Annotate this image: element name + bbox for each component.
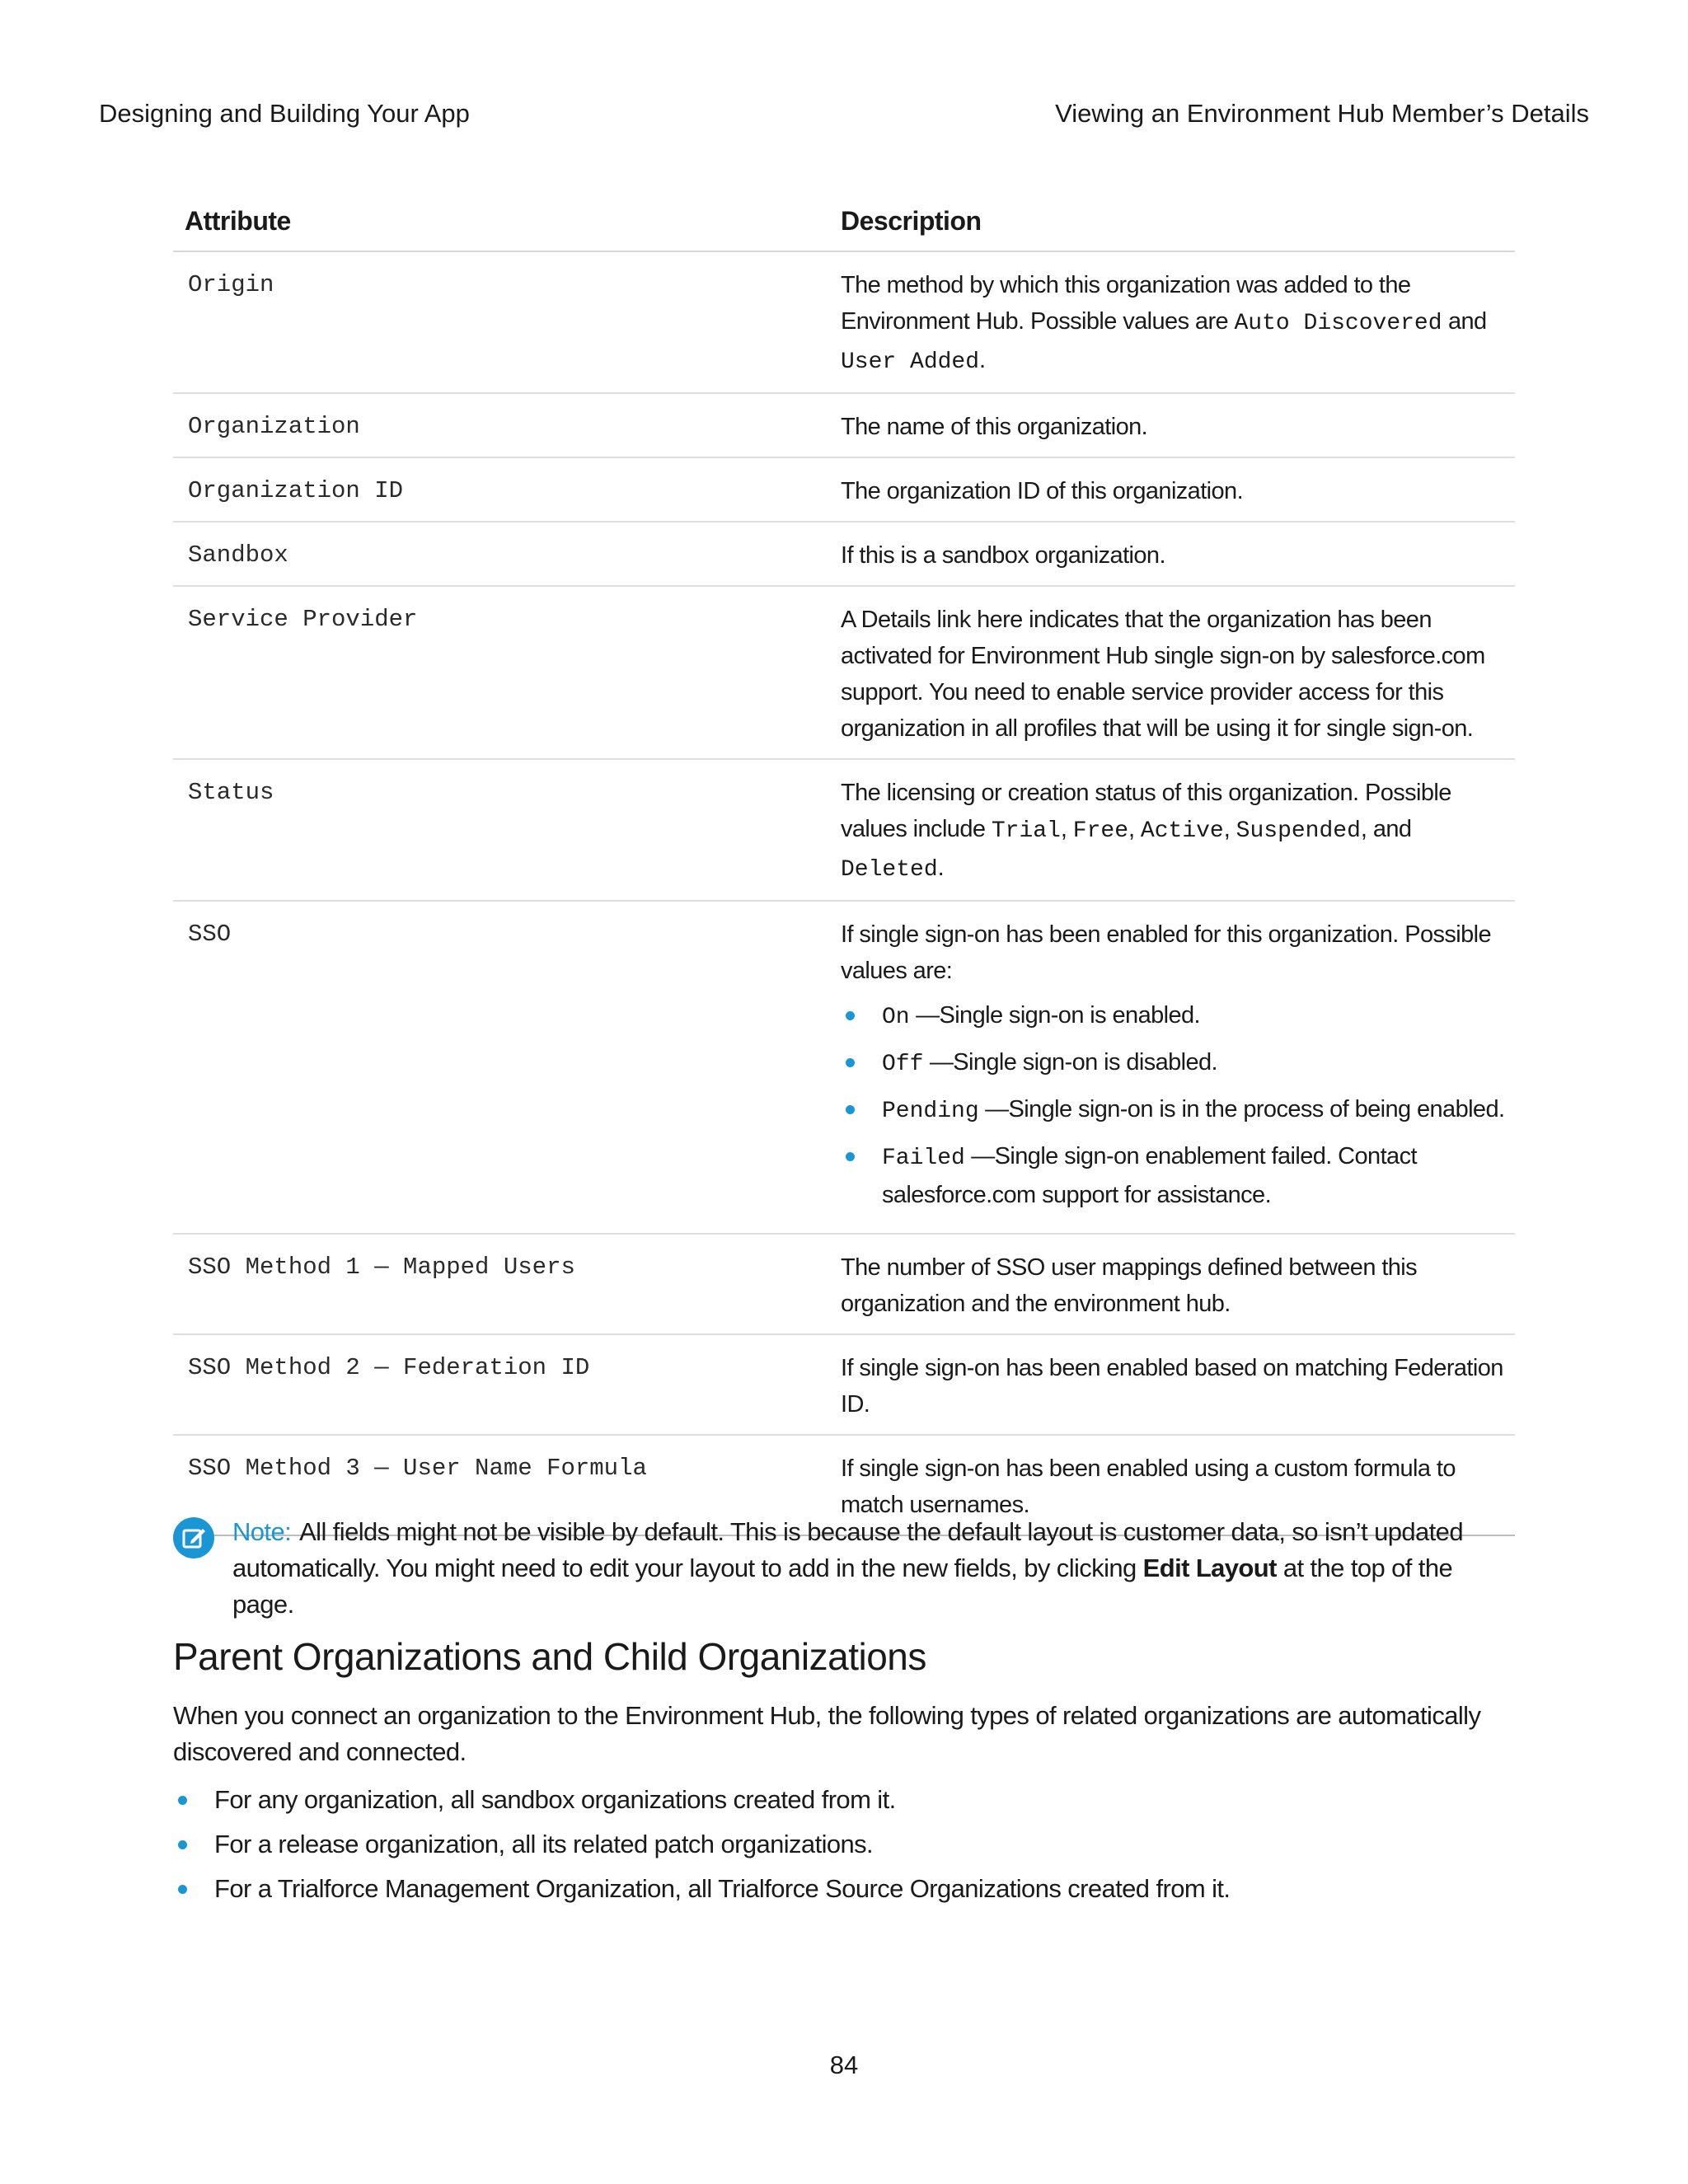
attribute-name: Service Provider xyxy=(188,606,418,633)
bullet-icon xyxy=(846,1058,855,1067)
attribute-name: SSO Method 1 — Mapped Users xyxy=(188,1254,575,1281)
edit-layout-reference: Edit Layout xyxy=(1142,1554,1277,1582)
note-label: Note: xyxy=(232,1517,292,1546)
page-number: 84 xyxy=(829,2050,859,2079)
bullet-icon xyxy=(846,1011,855,1020)
attribute-table xyxy=(173,206,1515,1536)
table-header xyxy=(173,206,1515,252)
sso-values-list xyxy=(841,997,1508,1213)
bullet-icon xyxy=(178,1796,187,1805)
attribute-name: Organization ID xyxy=(188,477,404,504)
table-row xyxy=(173,587,1515,760)
attribute-name: SSO Method 2 — Federation ID xyxy=(188,1354,590,1381)
attribute-name: Origin xyxy=(188,271,274,298)
list-item: Pending —Single sign-on is in the process of being enabled. xyxy=(841,1091,1508,1130)
attribute-name: Status xyxy=(188,779,274,806)
table-row xyxy=(173,252,1515,394)
table-row xyxy=(173,760,1515,902)
running-header-left: Designing and Building Your App xyxy=(99,99,470,128)
table-row xyxy=(173,458,1515,523)
column-header-description: Description xyxy=(841,206,982,236)
attribute-description: If single sign-on has been enabled for this organization. Possible values are: On —Single sign-on is enabled. Off —Single sign-on is disabled. Pending —Single sign-on is in the process of being enabled. Failed —Single sign-on enablement failed. Contact salesforce.com support for assistance. xyxy=(841,916,1515,1233)
bullet-icon xyxy=(178,1840,187,1849)
attribute-description: The name of this organization. xyxy=(841,414,1148,440)
attribute-name: Organization xyxy=(188,413,360,440)
section-title: Parent Organizations and Child Organizations xyxy=(173,1635,926,1678)
note-edit-icon xyxy=(173,1517,214,1558)
attribute-description: If single sign-on has been enabled using a custom formula to match usernames. xyxy=(841,1455,1456,1518)
attribute-description: If single sign-on has been enabled based on matching Federation ID. xyxy=(841,1355,1503,1418)
note-callout xyxy=(173,1514,1517,1623)
attribute-description: The licensing or creation status of this organization. Possible values include Trial, Free, Active, Suspended, and Deleted. xyxy=(841,780,1451,883)
list-item: Failed —Single sign-on enablement failed. Contact salesforce.com support for assistance. xyxy=(841,1138,1508,1213)
attribute-description: A Details link here indicates that the organization has been activated for Environment Hub single sign-on by salesforce.com support. You need to enable service provider access for this organization in all profiles that will be using it for single sign-on. xyxy=(841,607,1485,742)
attribute-description: The number of SSO user mappings defined between this organization and the environment hub. xyxy=(841,1254,1418,1317)
table-row xyxy=(173,902,1515,1235)
table-row xyxy=(173,1235,1515,1335)
table-row xyxy=(173,394,1515,458)
attribute-name: SSO Method 3 — User Name Formula xyxy=(188,1455,647,1482)
table-row xyxy=(173,1335,1515,1436)
table-row xyxy=(173,523,1515,587)
section-intro: When you connect an organization to the Environment Hub, the following types of related organizations are automatically discovered and connected. xyxy=(173,1701,1481,1766)
note-text: Note: All fields might not be visible by default. This is because the default layout is customer data, so isn’t updated automatically. You might need to edit your layout to add in the new fields, by clicking Edit Layout at the top of the page. xyxy=(232,1517,1463,1619)
related-orgs-list xyxy=(173,1782,1517,1915)
list-item: For a Trialforce Management Organization, all Trialforce Source Organizations created from it. xyxy=(173,1871,1517,1907)
attribute-description: The method by which this organization was added to the Environment Hub. Possible values are Auto Discovered and User Added. xyxy=(841,272,1487,375)
column-header-attribute: Attribute xyxy=(185,206,291,236)
bullet-icon xyxy=(846,1152,855,1161)
attribute-name: SSO xyxy=(188,921,232,948)
list-item: For any organization, all sandbox organizations created from it. xyxy=(173,1782,1517,1818)
list-item: On —Single sign-on is enabled. xyxy=(841,997,1508,1036)
running-header-right: Viewing an Environment Hub Member’s Details xyxy=(1055,99,1589,128)
attribute-description: The organization ID of this organization. xyxy=(841,478,1244,504)
bullet-icon xyxy=(178,1885,187,1894)
bullet-icon xyxy=(846,1105,855,1114)
attribute-name: Sandbox xyxy=(188,541,288,569)
attribute-description: If this is a sandbox organization. xyxy=(841,542,1165,569)
list-item: Off —Single sign-on is disabled. xyxy=(841,1044,1508,1083)
list-item: For a release organization, all its related patch organizations. xyxy=(173,1826,1517,1863)
